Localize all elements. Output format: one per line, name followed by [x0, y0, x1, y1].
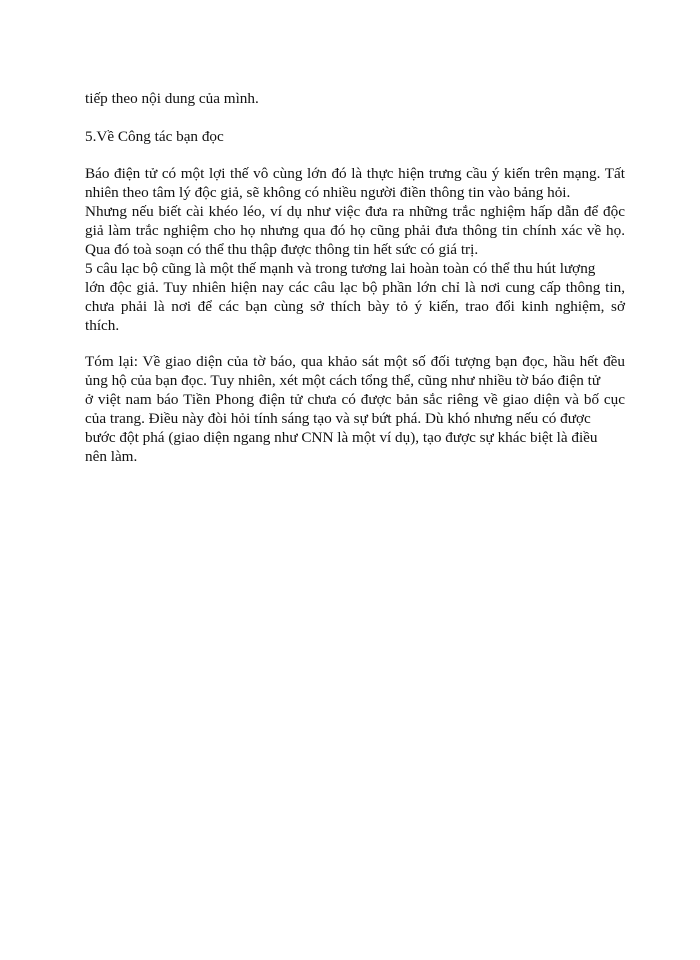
text-line: lớn độc giả. Tuy nhiên hiện nay các câu lạc bộ phần lớn chỉ là nơi cung cấp thông tin, — [85, 279, 625, 296]
text-line: nên làm. — [85, 448, 138, 465]
text-line: ủng hộ của bạn đọc. Tuy nhiên, xét một cách tổng thể, cũng như nhiều tờ báo điện tử — [85, 372, 601, 389]
text-line: nhiên theo tâm lý độc giả, sẽ không có nhiều người điền thông tin vào bảng hỏi. — [85, 184, 571, 201]
text-line: thích. — [85, 317, 120, 334]
continuation-paragraph — [85, 89, 625, 108]
text-line: 5 câu lạc bộ cũng là một thế mạnh và trong tương lai hoàn toàn có thể thu hút lượng — [85, 260, 596, 277]
text-line: ở việt nam báo Tiền Phong điện tử chưa có được bản sắc riêng về giao diện và bố cục — [85, 391, 625, 408]
text-line: tiếp theo nội dung của mình. — [85, 90, 259, 107]
heading-text: 5.Về Công tác bạn đọc — [85, 128, 224, 145]
text-line: chưa phải là nơi để các bạn cùng sở thích bày tỏ ý kiến, trao đổi kinh nghiệm, sở — [85, 298, 625, 315]
text-line: Báo điện tử có một lợi thế vô cùng lớn đó là thực hiện trưng cầu ý kiến trên mạng. Tất — [85, 165, 625, 182]
text-line: Qua đó toà soạn có thể thu thập được thông tin hết sức có giá trị. — [85, 241, 479, 258]
text-line: Tóm lại: Về giao diện của tờ báo, qua khảo sát một số đối tượng bạn đọc, hầu hết đều — [85, 353, 625, 370]
survey-paragraph — [85, 164, 625, 335]
text-line: của trang. Điều này đòi hỏi tính sáng tạo và sự bứt phá. Dù khó nhưng nếu có được — [85, 410, 591, 427]
text-line: Nhưng nếu biết cài khéo léo, ví dụ như việc đưa ra những trắc nghiệm hấp dẫn để độc — [85, 203, 625, 220]
text-line: bước đột phá (giao diện ngang như CNN là một ví dụ), tạo được sự khác biệt là điều — [85, 429, 598, 446]
text-line: giả làm trắc nghiệm cho họ nhưng qua đó họ cũng phải đưa thông tin chính xác về họ. — [85, 222, 625, 239]
section-heading — [85, 127, 625, 146]
summary-paragraph — [85, 352, 625, 466]
